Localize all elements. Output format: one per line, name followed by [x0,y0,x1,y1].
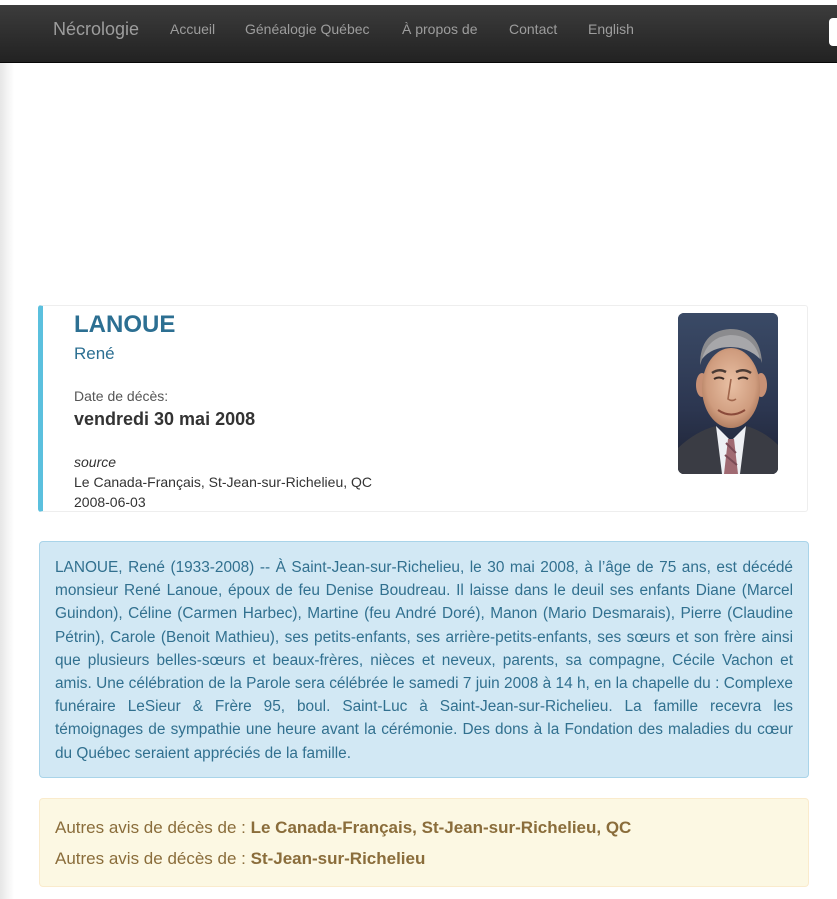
nav-english[interactable]: English [588,21,634,37]
other-notices-city [55,849,425,869]
death-date-label: Date de décès: [74,388,169,404]
nav-contact[interactable]: Contact [509,21,558,37]
source-date: 2008-06-03 [74,494,146,510]
nav-genealogie-quebec[interactable]: Généalogie Québec [245,21,370,37]
other-notices-label: Autres avis de décès de : [55,849,251,868]
other-notices-box [39,798,809,887]
nav-accueil[interactable]: Accueil [170,21,216,37]
deceased-info-panel [38,305,808,512]
last-name: LANOUE [74,311,176,338]
left-edge-shadow [0,62,14,899]
other-notices-city-link[interactable]: St-Jean-sur-Richelieu [250,849,426,868]
other-notices-source [55,818,631,838]
brand-link[interactable]: Nécrologie [53,19,140,39]
nav-a-propos[interactable]: À propos de [402,21,478,37]
search-input[interactable] [829,18,837,46]
deceased-photo [678,313,778,474]
obituary-box [39,541,809,778]
obituary-text: LANOUE, René (1933-2008) -- À Saint-Jean-sur-Richelieu, le 30 mai 2008, à l’âge de 75 ans, est décédé monsieur René Lanoue, époux de feu Denise Boudreau. Il laisse dans le deuil ses enfants Diane (Marcel Guindon), Céline (Carmen Harbec), Martine (feu André Doré), Manon (Mario Desmarais), Pierre (Claudine Pétrin), Carole (Benoit Mathieu), ses petits-enfants, ses arrière-petits-enfants, ses sœurs et son frère ainsi que plusieurs belles-sœurs et beaux-frères, nièces et neveux, parents, sa compagne, Cécile Vachon et amis. Une célébration de la Parole sera célébrée le samedi 7 juin 2008 à 14 h, en la chapelle du : Complexe funéraire LeSieur & Frère 95, boul. Saint-Luc à Saint-Jean-sur-Richelieu. La famille recevra les témoignages de sympathie une heure avant la cérémonie. Des dons à la Fondation des maladies du cœur du Québec seraient appréciés de la famille. [55,559,793,762]
navbar [0,5,837,63]
death-date: vendredi 30 mai 2008 [74,409,256,429]
source-name: Le Canada-Français, St-Jean-sur-Richelieu, QC [74,474,373,490]
first-name: René [74,344,115,363]
portrait-image [678,313,778,474]
other-notices-label: Autres avis de décès de : [55,818,251,837]
other-notices-source-link[interactable]: Le Canada-Français, St-Jean-sur-Richelieu, QC [250,818,632,837]
source-label: source [74,454,117,470]
